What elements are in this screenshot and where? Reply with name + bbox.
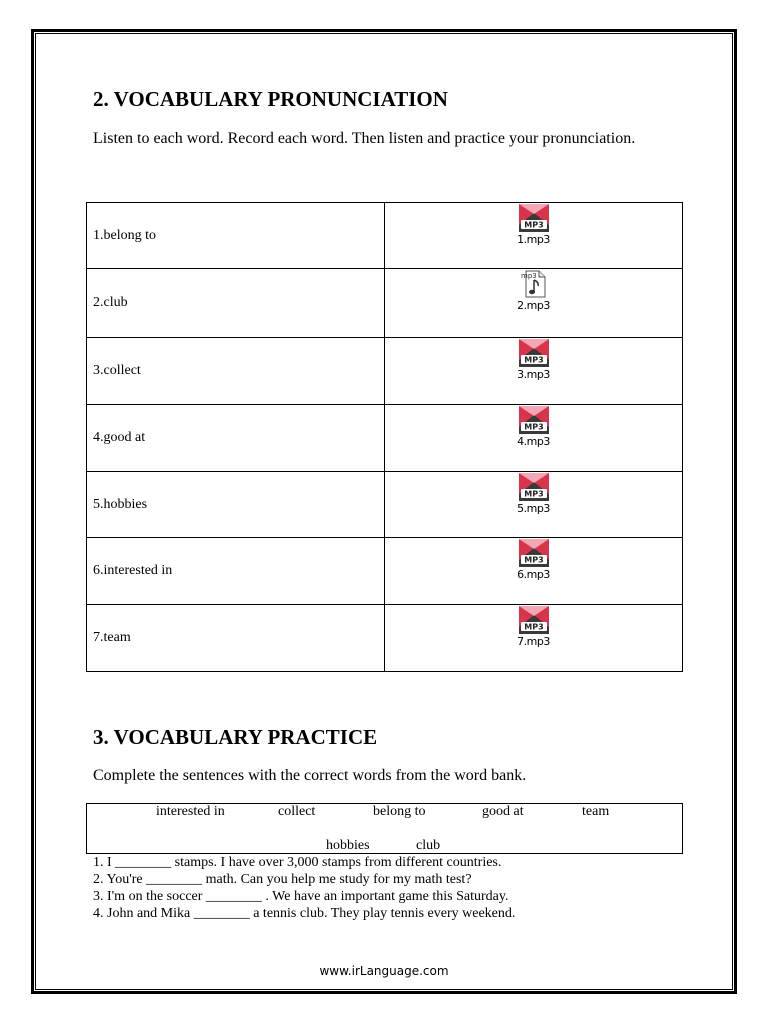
audio-cell [385,538,683,605]
vocab-word: 6.interested in [87,538,385,605]
word-bank [86,803,683,854]
vocab-row [87,405,683,472]
vocab-word: 3.collect [87,338,385,405]
mp3-file-icon [517,472,551,502]
audio-file-link[interactable] [517,605,551,648]
audio-file-name: 5.mp3 [517,502,550,515]
vocab-word: 2.club [87,269,385,338]
vocab-row [87,605,683,672]
sentence-list [93,854,515,922]
mp3-file-icon [517,538,551,568]
vocab-word: 4.good at [87,405,385,472]
word-bank-item: club [416,838,441,853]
audio-file-name: 2.mp3 [517,299,550,312]
section-3-instruction: Complete the sentences with the correct words from the word bank. [93,767,527,784]
word-bank-item: interested in [156,804,225,819]
sentence-item: 1. I ________ stamps. I have over 3,000 stamps from different countries. [93,855,502,870]
audio-cell [385,472,683,538]
audio-file-name: 7.mp3 [517,635,550,648]
vocab-row [87,338,683,405]
sentence-item: 3. I'm on the soccer ________ . We have an important game this Saturday. [93,889,509,904]
audio-file-name: 6.mp3 [517,568,550,581]
section-2-heading: 2. VOCABULARY PRONUNCIATION [93,87,448,111]
footer-url[interactable]: www.irLanguage.com [319,964,449,978]
svg-text:MP3: MP3 [523,220,544,230]
sentence-item: 2. You're ________ math. Can you help me study for my math test? [93,872,472,887]
svg-text:mp3: mp3 [520,272,537,280]
word-bank-item: hobbies [326,838,370,853]
word-bank-item: team [582,804,610,819]
audio-file-name: 1.mp3 [517,233,550,246]
vocab-row [87,269,683,338]
audio-cell [385,338,683,405]
vocabulary-table [86,202,683,672]
mp3-file-icon [517,605,551,635]
audio-file-icon [517,269,551,299]
svg-text:MP3: MP3 [523,489,544,499]
mp3-file-icon [517,405,551,435]
sentence-item: 4. John and Mika ________ a tennis club. They play tennis every weekend. [93,906,516,921]
audio-file-link[interactable] [517,472,551,515]
vocab-word: 7.team [87,605,385,672]
word-bank-item: belong to [373,804,426,819]
audio-file-link[interactable] [517,538,551,581]
audio-file-link[interactable] [517,338,551,381]
audio-file-name: 3.mp3 [517,368,550,381]
vocab-word: 1.belong to [87,203,385,269]
mp3-file-icon [517,203,551,233]
audio-file-link[interactable] [517,269,551,312]
svg-text:MP3: MP3 [523,622,544,632]
audio-cell [385,605,683,672]
svg-text:MP3: MP3 [523,355,544,365]
mp3-file-icon [517,338,551,368]
section-3-heading: 3. VOCABULARY PRACTICE [93,725,378,749]
vocab-row [87,538,683,605]
audio-file-link[interactable] [517,203,551,246]
vocab-row [87,203,683,269]
vocab-word: 5.hobbies [87,472,385,538]
audio-cell [385,203,683,269]
audio-cell [385,405,683,472]
svg-text:MP3: MP3 [523,422,544,432]
audio-file-name: 4.mp3 [517,435,550,448]
vocab-row [87,472,683,538]
audio-file-link[interactable] [517,405,551,448]
section-2-instruction: Listen to each word. Record each word. Then listen and practice your pronunciation. [93,130,636,147]
audio-cell [385,269,683,338]
svg-text:MP3: MP3 [523,555,544,565]
word-bank-item: good at [482,804,524,819]
word-bank-item: collect [278,804,316,819]
